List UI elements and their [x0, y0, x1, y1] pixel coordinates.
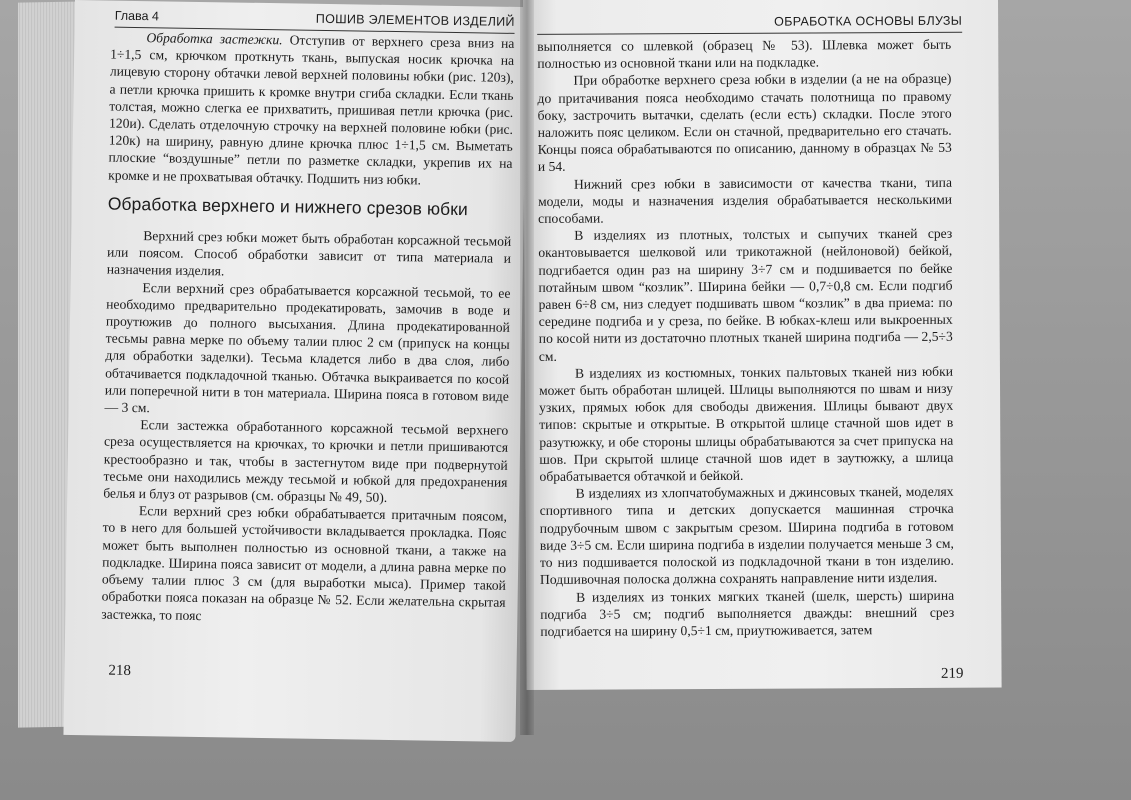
page-number-right: 219 — [940, 665, 964, 682]
paragraph: Верхний срез юбки может быть обработан корсажной тесьмой или поясом. Способ обработки зависит от типа материала и назначения изделия. — [106, 228, 512, 279]
left-header-title: ПОШИВ ЭЛЕМЕНТОВ ИЗДЕЛИЙ — [315, 11, 515, 29]
paragraph: Если верхний срез юбки обрабатывается притачным поясом, то в него для большей устойчивости вкладывается прокладка. Пояс может быть выполнен полностью из основной ткани, а также на подкладке. Ширина пояса зависит от модели, а длина равна мерке по объему талии плюс 3 см (для выработки мыса). Пример такой обработки пояса показан на образце № 52. Если желательна скрытая застежка, то пояс — [101, 503, 508, 623]
intro-paragraph — [108, 29, 514, 190]
intro-italic-heading: Обработка застежки. — [146, 30, 283, 48]
paragraph: В изделиях из костюмных, тонких пальтовых тканей низ юбки может быть обработан шлицей. Шлицы выполняются по швам и низу узких, прямых юбок для свободы движения. Шлицы бывают двух типов: скрытые и открытые. В открытой шлице стачной шов идет в разутюжку, и обе стороны шлицы обрабатываются за счет припуска на шов. При скрытой шлице стачной шов идет в заутюжку, а шлица обрабатывается обтачкой и бейкой. — [539, 363, 954, 484]
left-page — [63, 0, 526, 742]
right-running-header — [537, 12, 962, 35]
right-page-body — [537, 36, 954, 640]
paragraph: Если верхний срез обрабатывается корсажной тесьмой, то ее необходимо предварительно продекатировать, замочив в воде и проутюжив до полного высыхания. Длина продекатированной тесьмы равна мерке по объему талии плюс 2 см (припуск на концы для обработки заделки). Тесьма кладется либо в два слоя, либо обтачивается подкладочной тканью. Обтачка выкраивается по косой или поперечной нити в тон материала. Ширина пояса в готовом виде — 3 см. — [104, 279, 511, 416]
paragraph: Если застежка обработанного корсажной тесьмой верхнего среза осуществляется на крючках, то крючки и петли пришиваются крестообразно и так, чтобы в застегнутом виде при подвернутой тесьме они находились между тесьмой и юбкой для предохранения белья и блуз от разрывов (см. образцы № 49, 50). — [103, 417, 509, 506]
intro-text: Отступив от верхнего среза вниз на 1÷1,5 см, крючком проткнуть ткань, выпуская носик крючка на лицевую сторону обтачки левой верхней половины юбки (рис. 120з), а петли крючка пришить к кромке внутри сгиба складки. Если ткань толстая, можно слегка ее прихватить, пришивая петли крючка (рис. 120и). Сделать отделочную строчку на верхней половине юбки (рис. 120к) на ширину, равную длине крючка плюс 1÷1,5 см. Выметать плоские “воздушные” петли по разметке складки, укрепив их на кромке и не прохватывая обтачку. Подшить низ юбки. — [108, 32, 515, 188]
paragraph: В изделиях из тонких мягких тканей (шелк, шерсть) ширина подгиба 3÷5 см; подгиб выполняется дважды: внешний срез подгибается на ширину 0,5÷1 см, приутюживается, затем — [540, 587, 955, 639]
book-gutter — [520, 0, 534, 735]
continuation-paragraph: выполняется со шлевкой (образец № 53). Шлевка может быть полностью из основной ткани или на подкладке. — [537, 36, 952, 72]
paragraph: При обработке верхнего среза юбки в изделии (а не на образце) до притачивания пояса необходимо стачать полотнища по правому боку, застрочить вытачки, сделать (если есть) складки. После этого наложить пояс целиком. Если он стачной, предварительно его стачать. Концы пояса обрабатываются по описанию, данному в образцах № 53 и 54. — [537, 71, 952, 175]
left-page-body — [101, 29, 514, 629]
right-page — [523, 0, 1002, 690]
section-heading: Обработка верхнего и нижнего срезов юбки — [107, 193, 469, 220]
paragraph: В изделиях из хлопчатобумажных и джинсовых тканей, моделях спортивного типа и детских допускается машинная строчка подрубочным швом с закрытым срезом. Ширина подгиба в готовом виде 3÷5 см. Если ширина подгиба в изделии получается меньше 3 см, то низ подшивается полоской из подкладочной ткани в тон изделию. Подшивочная полоска должна сохранять направление нити изделия. — [539, 484, 954, 588]
chapter-label: Глава 4 — [114, 8, 160, 24]
page-number-left: 218 — [108, 662, 132, 679]
paragraph: Нижний срез юбки в зависимости от качества ткани, типа модели, моды и назначения изделия обрабатывается несколькими способами. — [538, 174, 953, 226]
paragraph: В изделиях из плотных, толстых и сыпучих тканей срез окантовывается шелковой или трикотажной (нейлоновой) бейкой, подгибается один раз на ширину 3÷7 см и подшивается по бейке потайным швом “козлик”. Ширина бейки — 0,7÷0,8 см. Если подгиб равен 6÷8 см, низ следует подшивать швом “козлик” в два приема: по середине подгиба и у среза, по бейке. В юбках-клеш или выкроенных по косой нити из достаточно плотных тканей ширина подгиба — 2,5÷3 см. — [538, 225, 953, 364]
right-header-title: ОБРАБОТКА ОСНОВЫ БЛУЗЫ — [774, 13, 963, 29]
